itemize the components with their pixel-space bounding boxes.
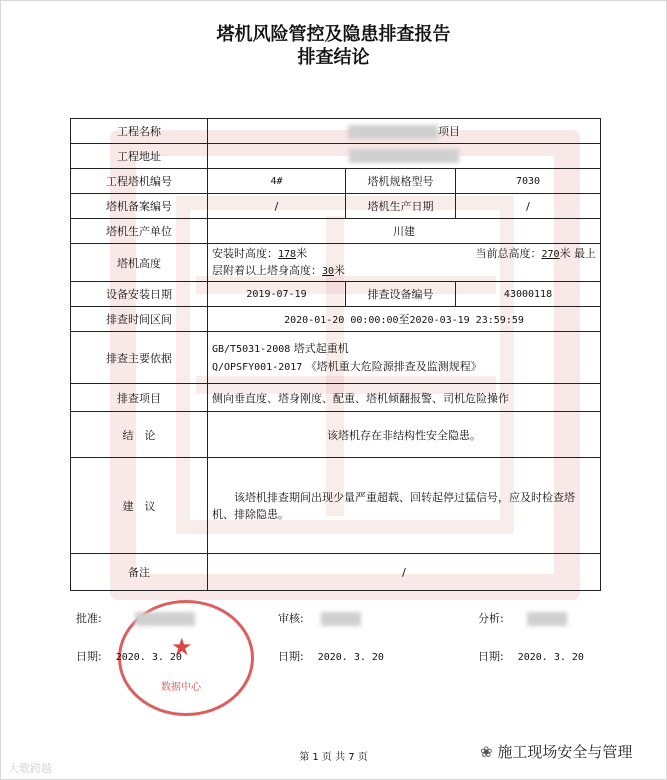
- table-row: [71, 332, 601, 384]
- production-date-value: /: [456, 194, 601, 219]
- items-value: 侧向垂直度、塔身刚度、配重、塔机倾翻报警、司机危险操作: [208, 384, 601, 412]
- conclusion-label: 结 论: [71, 412, 208, 458]
- table-row: [71, 282, 601, 307]
- manufacturer-value: 川建: [208, 219, 601, 244]
- report-table: [70, 118, 601, 591]
- table-row: [71, 307, 601, 332]
- review-date: 日期: 2020. 3. 20: [278, 650, 384, 663]
- conclusion-value: 该塔机存在非结构性安全隐患。: [208, 412, 601, 458]
- table-row: [71, 412, 601, 458]
- crane-model-value: 7030: [456, 169, 601, 194]
- height-label: 塔机高度: [71, 244, 208, 282]
- table-row: [71, 219, 601, 244]
- star-icon: ★: [171, 633, 193, 661]
- remark-label: 备注: [71, 554, 208, 591]
- install-date-label: 设备安装日期: [71, 282, 208, 307]
- table-row: [71, 554, 601, 591]
- watermark-right: ❀ 施工现场安全与管理: [480, 743, 633, 761]
- project-address-label: 工程地址: [71, 144, 208, 169]
- table-row: [71, 144, 601, 169]
- period-label: 排查时间区间: [71, 307, 208, 332]
- items-label: 排查项目: [71, 384, 208, 412]
- table-row: [71, 244, 601, 282]
- project-address-value: [208, 144, 601, 169]
- analyze-block: [478, 610, 567, 626]
- production-date-label: 塔机生产日期: [346, 194, 456, 219]
- period-value: 2020-01-20 00:00:00至2020-03-19 23:59:59: [208, 307, 601, 332]
- analyze-label: 分析:: [478, 612, 504, 625]
- suggestion-value: 该塔机排查期间出现少量严重超载、回转起停过猛信号，应及时检查塔机、排除隐患。: [208, 458, 601, 554]
- crane-no-value: 4#: [208, 169, 346, 194]
- page-number: 第 1 页 共 7 页: [299, 752, 368, 763]
- approve-label: 批准:: [76, 612, 102, 625]
- suggestion-label: 建 议: [71, 458, 208, 554]
- project-name-value: 项目: [208, 119, 601, 144]
- analyze-date: 日期: 2020. 3. 20: [478, 650, 584, 663]
- device-no-value: 43000118: [456, 282, 601, 307]
- review-label: 审核:: [278, 612, 304, 625]
- remark-value: /: [208, 554, 601, 591]
- review-block: [278, 610, 361, 626]
- project-name-label: 工程名称: [71, 119, 208, 144]
- report-title: 塔机风险管控及隐患排查报告: [216, 24, 451, 45]
- device-no-label: 排查设备编号: [346, 282, 456, 307]
- report-subtitle: 排查结论: [297, 47, 370, 68]
- approve-block: [76, 610, 195, 626]
- watermark-left: 大歌跨越: [8, 762, 52, 775]
- basis-label: 排查主要依据: [71, 332, 208, 384]
- wechat-icon: ❀: [480, 743, 493, 761]
- manufacturer-label: 塔机生产单位: [71, 219, 208, 244]
- seal-text: 数据中心: [161, 682, 201, 693]
- table-row: [71, 458, 601, 554]
- table-row: [71, 119, 601, 144]
- table-row: [71, 194, 601, 219]
- crane-model-label: 塔机规格型号: [346, 169, 456, 194]
- crane-no-label: 工程塔机编号: [71, 169, 208, 194]
- record-no-value: /: [208, 194, 346, 219]
- record-no-label: 塔机备案编号: [71, 194, 208, 219]
- table-row: [71, 169, 601, 194]
- install-date-value: 2019-07-19: [208, 282, 346, 307]
- approve-date: 日期: 2020. 3. 20: [76, 650, 182, 663]
- basis-value: GB/T5031-2008 塔式起重机 Q/OPSFY001-2017 《塔机重大危险源排查及监测规程》: [208, 332, 601, 384]
- height-value: 安装时高度：178米 当前总高度：270米 最上 层附着以上塔身高度：30米: [208, 244, 601, 282]
- table-row: [71, 384, 601, 412]
